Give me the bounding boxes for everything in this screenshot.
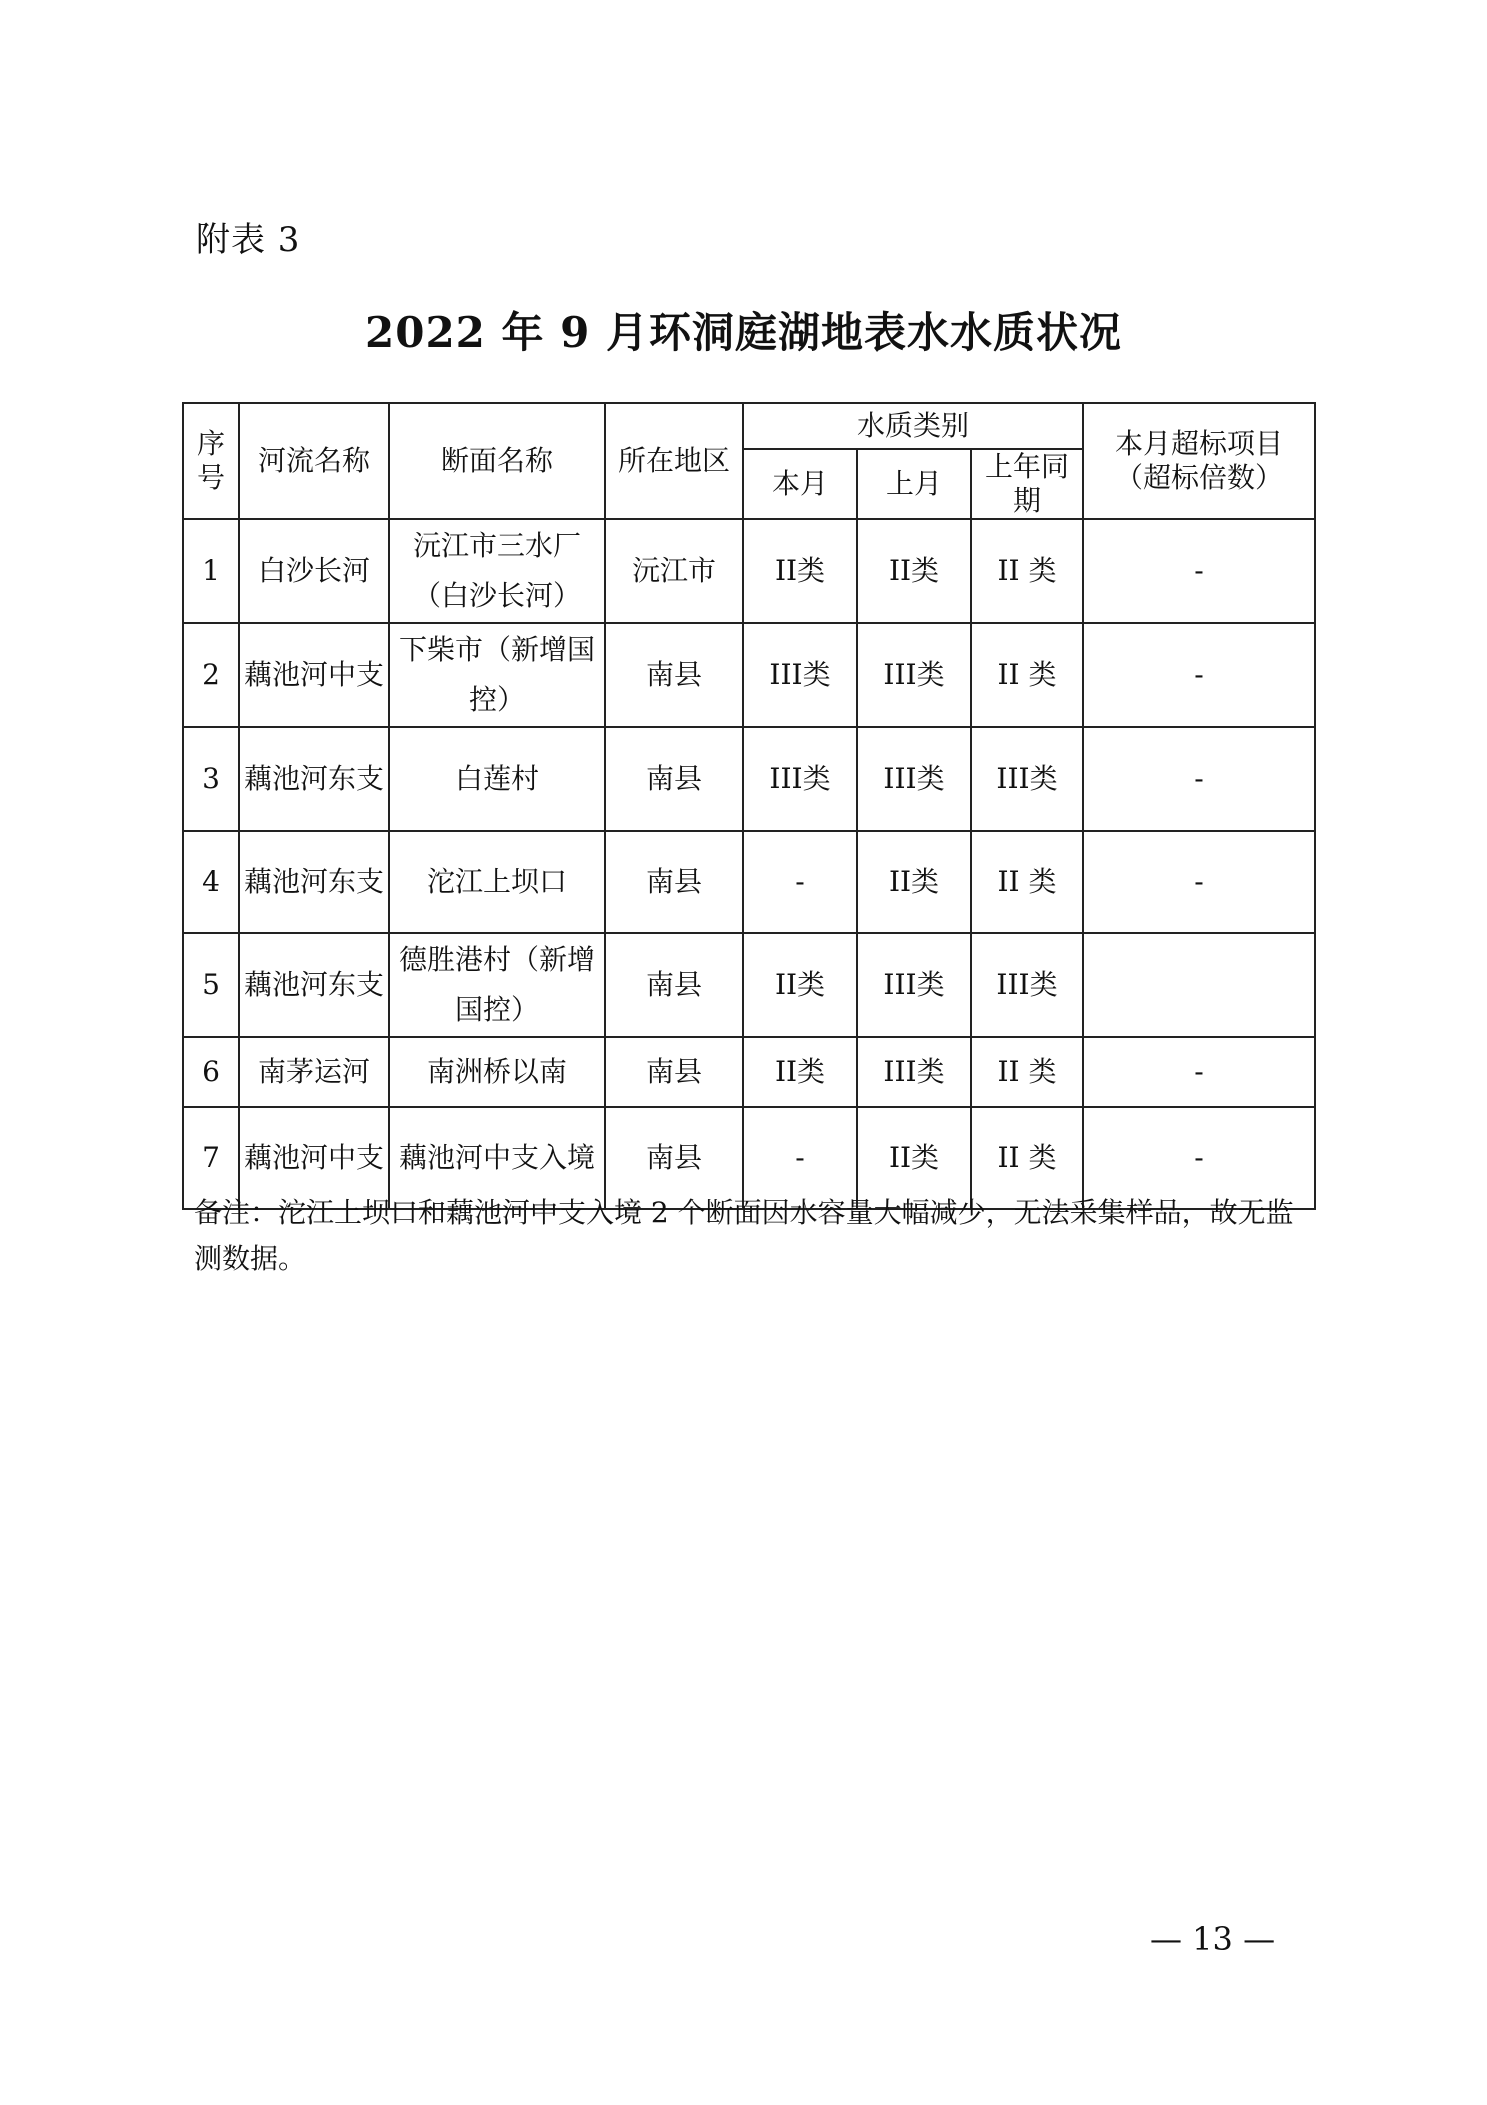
cell-section: 南洲桥以南 [389,1037,605,1107]
attachment-label: 附表 3 [196,220,301,260]
table-row [183,623,1315,727]
header-seq: 序号 [183,403,239,519]
header-same-period-last-year: 上年同期 [971,449,1083,519]
cell-last-month: III类 [857,933,971,1037]
cell-last-month: II类 [857,1107,971,1209]
cell-seq: 5 [183,933,239,1037]
cell-last-year: III类 [971,933,1083,1037]
table-row [183,831,1315,933]
cell-this-month: III类 [743,727,857,831]
cell-last-month: III类 [857,1037,971,1107]
cell-region: 南县 [605,623,743,727]
header-last-month: 上月 [857,449,971,519]
cell-seq: 4 [183,831,239,933]
cell-exceed: - [1083,519,1315,623]
cell-last-year: III类 [971,727,1083,831]
document-title: 2022 年 9 月环洞庭湖地表水水质状况 [365,308,1122,357]
cell-river: 藕池河中支 [239,623,389,727]
cell-seq: 7 [183,1107,239,1209]
cell-last-year: II 类 [971,1107,1083,1209]
header-region: 所在地区 [605,403,743,519]
table-row [183,1037,1315,1107]
cell-region: 南县 [605,1037,743,1107]
water-quality-table [182,402,1316,1210]
cell-region: 南县 [605,1107,743,1209]
cell-last-month: II类 [857,519,971,623]
table-note: 备注：沱江上坝口和藕池河中支入境 2 个断面因水容量大幅减少，无法采集样品，故无监测数据。 [194,1196,1294,1275]
cell-section: 德胜港村（新增国控） [389,933,605,1037]
table-row [183,727,1315,831]
cell-river: 藕池河东支 [239,933,389,1037]
cell-river: 南茅运河 [239,1037,389,1107]
cell-exceed: - [1083,623,1315,727]
cell-exceed: - [1083,831,1315,933]
cell-this-month: - [743,831,857,933]
cell-last-year: II 类 [971,1037,1083,1107]
cell-exceed: - [1083,1037,1315,1107]
header-section: 断面名称 [389,403,605,519]
cell-exceed [1083,933,1315,1037]
header-quality-group: 水质类别 [743,403,1083,449]
cell-region: 南县 [605,831,743,933]
cell-seq: 6 [183,1037,239,1107]
header-river: 河流名称 [239,403,389,519]
cell-section: 沱江上坝口 [389,831,605,933]
cell-this-month: II类 [743,519,857,623]
cell-region: 沅江市 [605,519,743,623]
table-row [183,519,1315,623]
cell-this-month: III类 [743,623,857,727]
cell-exceed: - [1083,727,1315,831]
cell-seq: 2 [183,623,239,727]
cell-river: 藕池河中支 [239,1107,389,1209]
cell-region: 南县 [605,933,743,1037]
cell-last-year: II 类 [971,519,1083,623]
cell-river: 白沙长河 [239,519,389,623]
cell-river: 藕池河东支 [239,727,389,831]
cell-seq: 1 [183,519,239,623]
table-row [183,933,1315,1037]
cell-this-month: II类 [743,1037,857,1107]
cell-last-year: II 类 [971,831,1083,933]
cell-last-month: II类 [857,831,971,933]
cell-section: 沅江市三水厂（白沙长河） [389,519,605,623]
cell-section: 白莲村 [389,727,605,831]
header-exceed: 本月超标项目（超标倍数） [1083,403,1315,519]
cell-region: 南县 [605,727,743,831]
cell-this-month: - [743,1107,857,1209]
page-number: — 13 — [1150,1920,1276,1958]
cell-river: 藕池河东支 [239,831,389,933]
cell-this-month: II类 [743,933,857,1037]
cell-exceed: - [1083,1107,1315,1209]
cell-section: 藕池河中支入境 [389,1107,605,1209]
cell-section: 下柴市（新增国控） [389,623,605,727]
cell-seq: 3 [183,727,239,831]
cell-last-month: III类 [857,727,971,831]
header-this-month: 本月 [743,449,857,519]
cell-last-year: II 类 [971,623,1083,727]
cell-last-month: III类 [857,623,971,727]
